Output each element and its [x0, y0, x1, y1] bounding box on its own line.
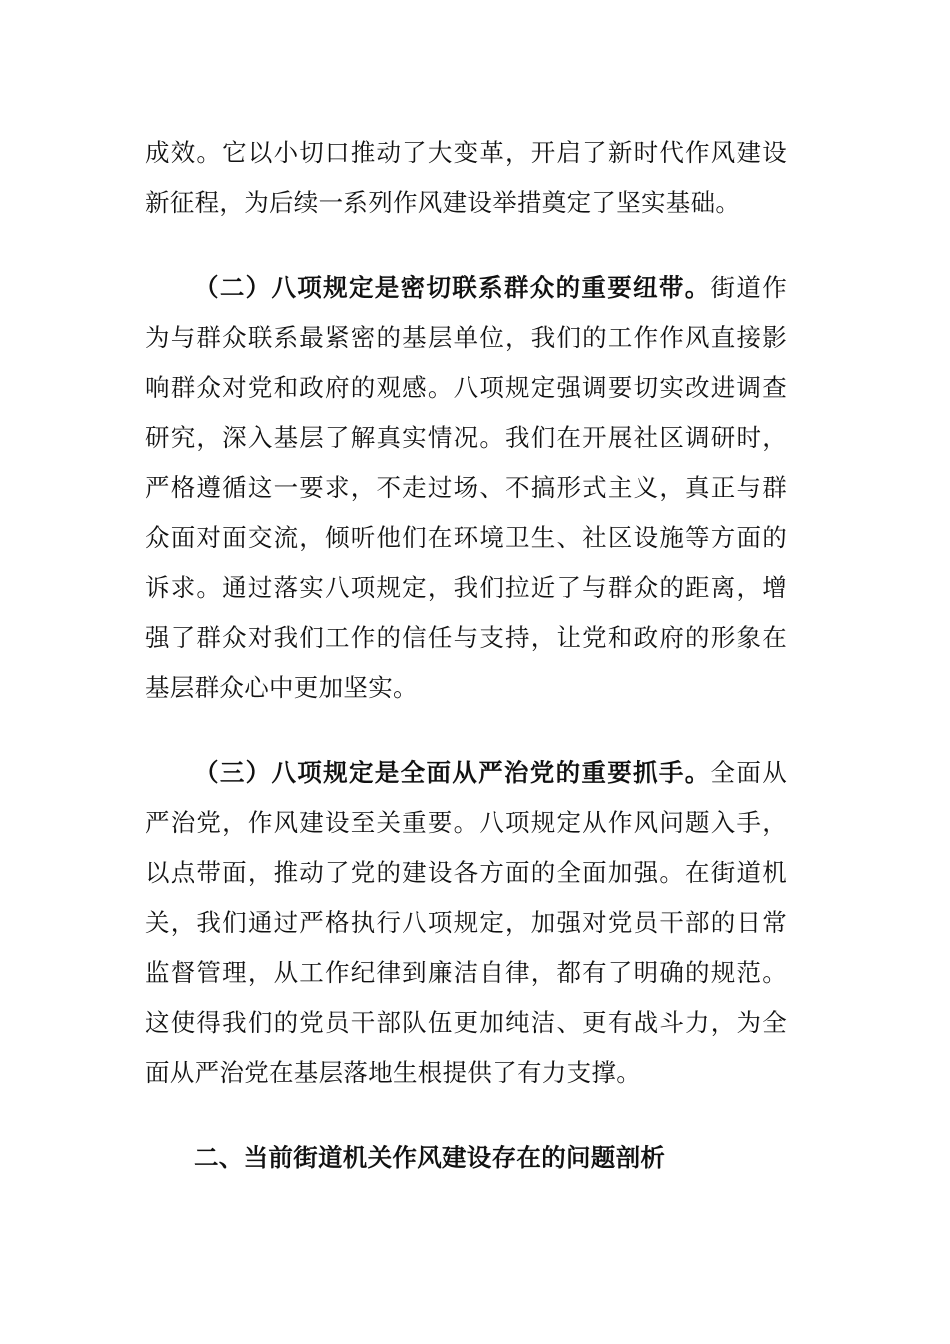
document-body [145, 128, 787, 1183]
paragraph-three-body: 全面从严治党，作风建设至关重要。八项规定从作风问题入手，以点带面，推动了党的建设各方面的全面加强。在街道机关，我们通过严格执行八项规定，加强对党员干部的日常监督管理，从工作纪律到廉洁自律，都有了明确的规范。这使得我们的党员干部队伍更加纯洁、更有战斗力，为全面从严治党在基层落地生根提供了有力支撑。 [145, 758, 788, 1087]
paragraph-two-lead: （二）八项规定是密切联系群众的重要纽带。 [194, 273, 711, 302]
paragraph-spacer [145, 228, 787, 263]
paragraph-two-body: 街道作为与群众联系最紧密的基层单位，我们的工作作风直接影响群众对党和政府的观感。八项规定强调要切实改进调查研究，深入基层了解真实情况。我们在开展社区调研时，严格遵循这一要求，不走过场、不搞形式主义，真正与群众面对面交流，倾听他们在环境卫生、社区设施等方面的诉求。通过落实八项规定，我们拉近了与群众的距离，增强了群众对我们工作的信任与支持，让党和政府的形象在基层群众心中更加坚实。 [145, 273, 788, 702]
paragraph-two [145, 263, 787, 713]
paragraph-spacer [145, 713, 787, 748]
paragraph-three [145, 748, 787, 1098]
section-heading: 二、当前街道机关作风建设存在的问题剖析 [194, 1143, 666, 1172]
paragraph-intro: 成效。它以小切口推动了大变革，开启了新时代作风建设新征程，为后续一系列作风建设举措奠定了坚实基础。 [145, 138, 787, 217]
paragraph-spacer [145, 1098, 787, 1133]
paragraph-three-lead: （三）八项规定是全面从严治党的重要抓手。 [194, 758, 711, 787]
